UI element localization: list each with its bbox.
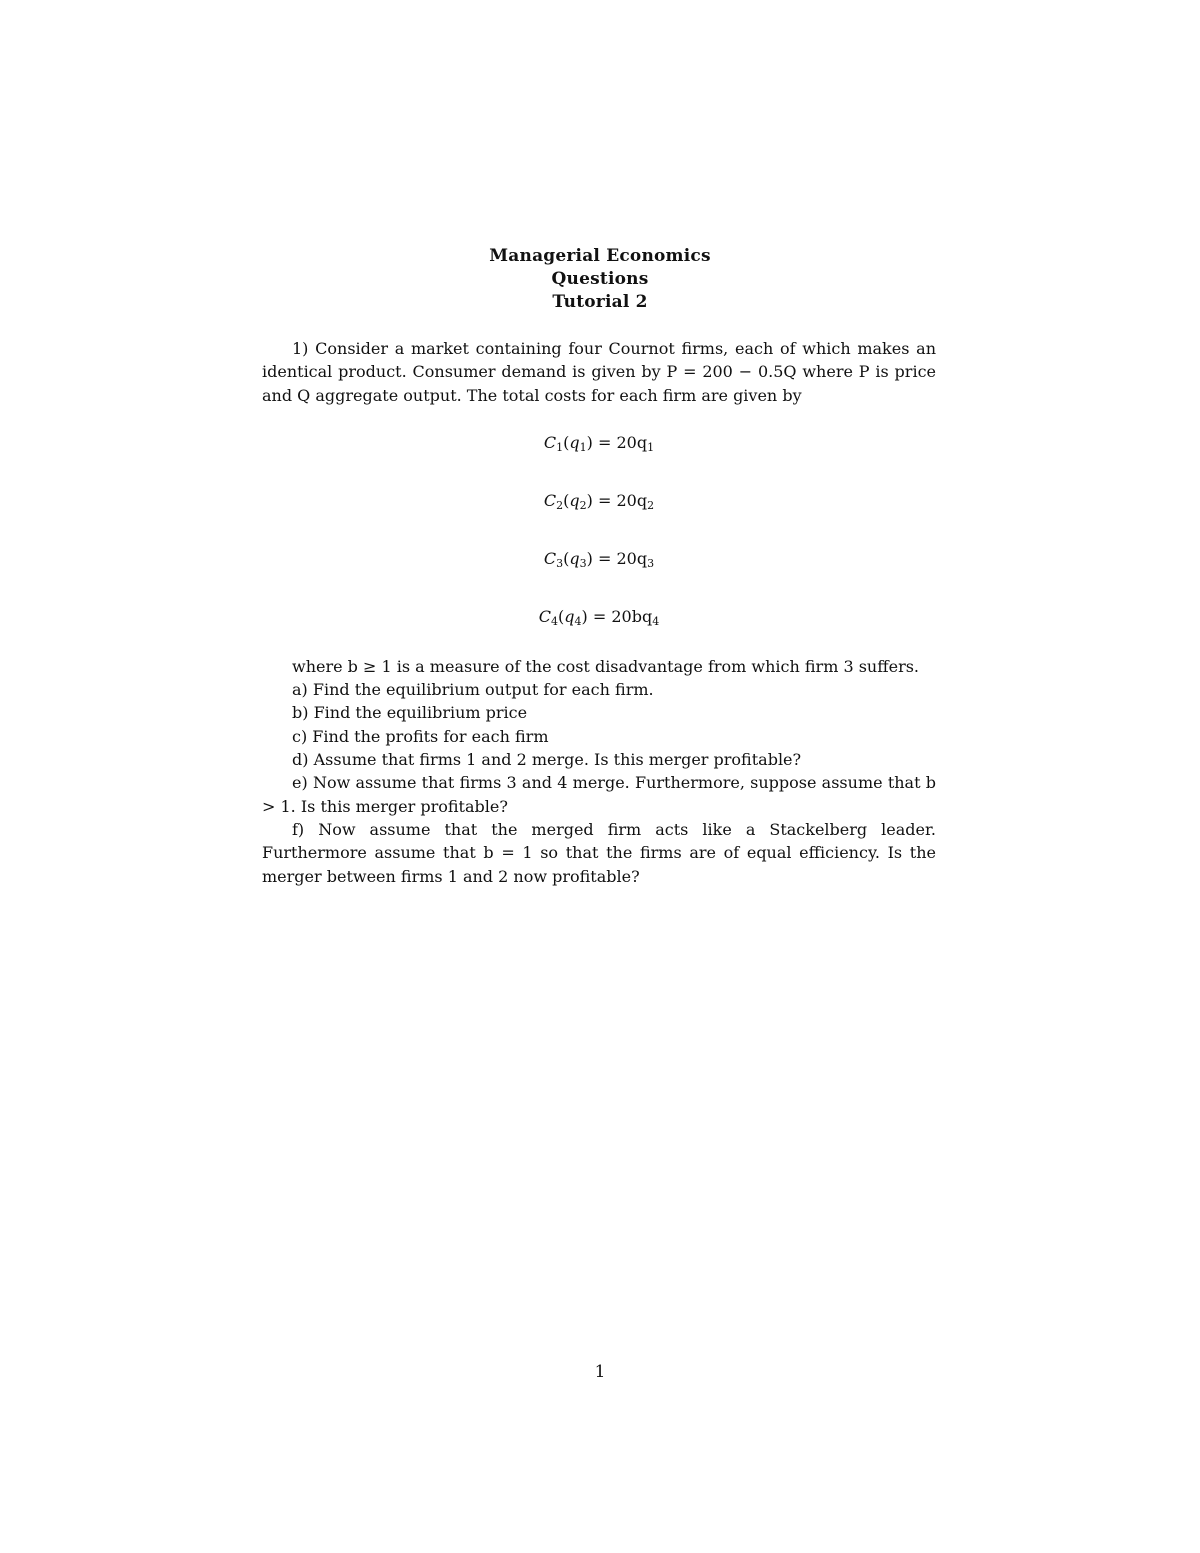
question-f: f) Now assume that the merged firm acts like a Stackelberg leader. Furthermore assume that b = 1 so that the firms are of equal efficiency. Is the merger between firms 1 and 2 now profitable? [262,819,936,886]
question-b: b) Find the equilibrium price [292,703,528,723]
document-title: Managerial Economics [489,246,711,266]
cost-equation-1: $C_1(q_1) = 20q_1$ [543,432,655,454]
document-subtitle: Questions [551,269,649,289]
title-block [0,245,1200,314]
question-d: d) Assume that firms 1 and 2 merge. Is this merger profitable? [292,750,802,770]
cost-disadvantage-note: where b ≥ 1 is a measure of the cost disadvantage from which firm 3 suffers. [292,656,920,676]
question-e: e) Now assume that firms 3 and 4 merge. Furthermore, suppose assume that b > 1. Is this merger profitable? [262,773,936,816]
question-list [262,655,936,888]
question-a: a) Find the equilibrium output for each firm. [292,680,654,700]
document-body [262,337,936,888]
tutorial-label: Tutorial 2 [552,292,648,312]
cost-equation-3: $C_3(q_3) = 20q_3$ [543,548,655,570]
cost-equation-2: $C_2(q_2) = 20q_2$ [543,490,655,512]
question-c: c) Find the profits for each firm [292,726,549,746]
cost-equation-4: $C_4(q_4) = 20bq_4$ [538,606,660,628]
intro-paragraph: 1) Consider a market containing four Cournot firms, each of which makes an identical product. Consumer demand is given by P = 200 − 0.5Q where P is price and Q aggregate output. The total costs for each firm are given by [262,339,936,405]
cost-equations [262,430,936,662]
page-number: 1 [594,1362,606,1382]
